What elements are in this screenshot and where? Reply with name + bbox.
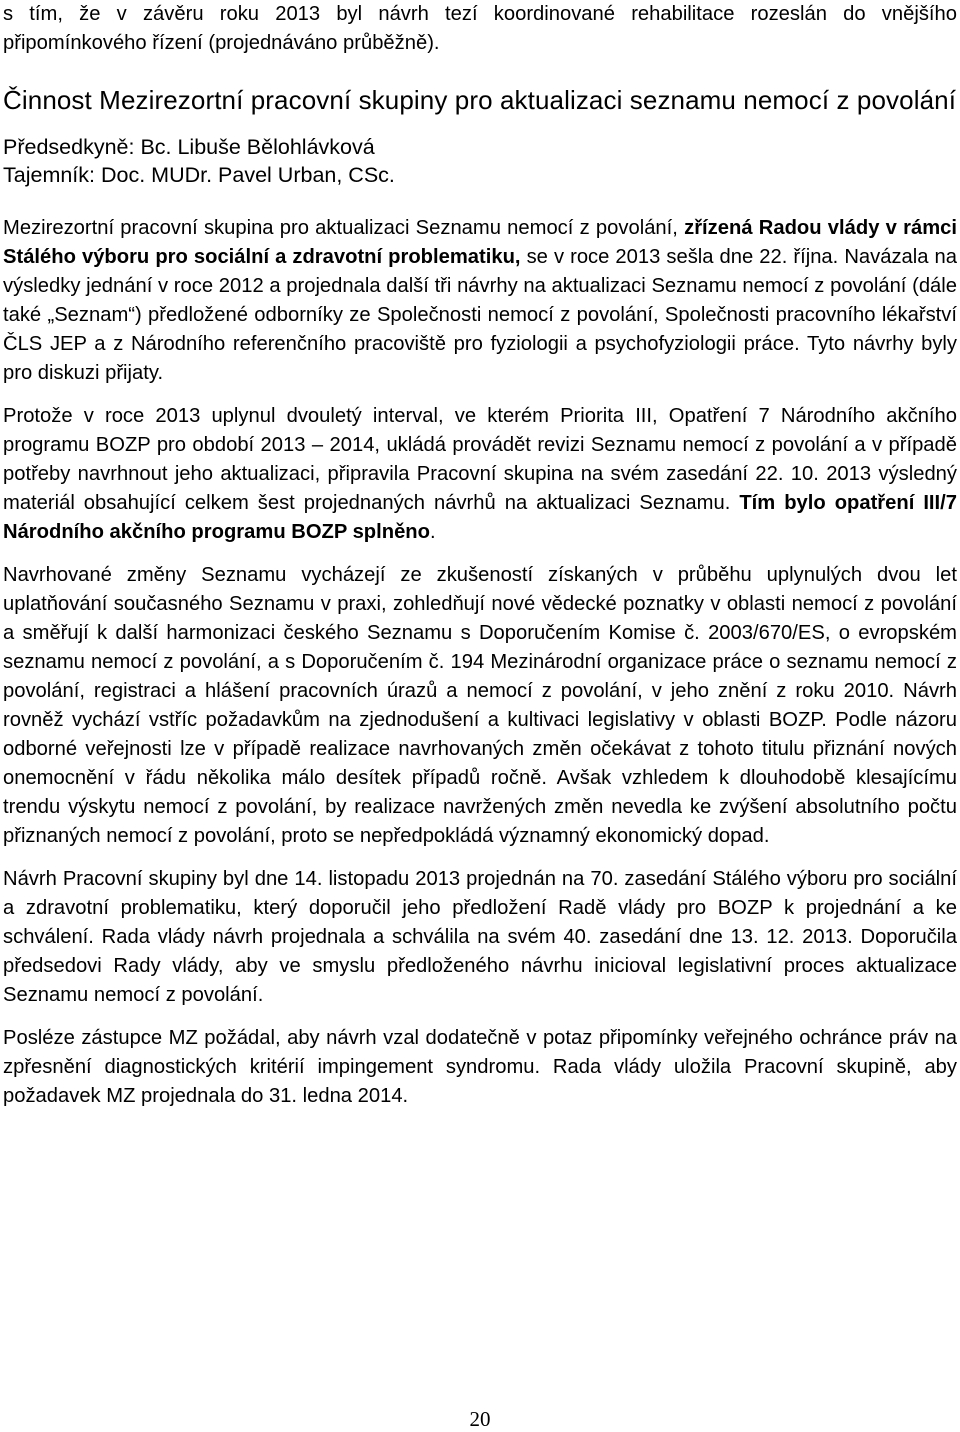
paragraph-1-rest: se v roce 2013 sešla dne 22. října. Navázala na výsledky jednání v roce 2012 a projednala další tři návrhy na aktualizaci Seznamu nemocí z povolání (dále také „Seznam“) předložené odborníky ze Společnosti nemocí z povolání, Společnosti pracovního lékařství ČLS JEP a z Národního referenčního pracoviště pro fyziologii a psychofyziologii práce. Tyto návrhy byly pro diskuzi přijaty. bbox=[3, 246, 957, 384]
secretary-line: Tajemník: Doc. MUDr. Pavel Urban, CSc. bbox=[3, 163, 395, 187]
paragraph-4: Návrh Pracovní skupiny byl dne 14. listopadu 2013 projednán na 70. zasedání Stálého výboru pro sociální a zdravotní problematiku, který doporučil jeho předložení Radě vlády pro BOZP k projednání a ke schválení. Rada vlády návrh projednala a schválila na svém 40. zasedání dne 13. 12. 2013. Doporučila předsedovi Rady vlády, aby ve smyslu předloženého návrhu inicioval legislativní proces aktualizace Seznamu nemocí z povolání. bbox=[3, 868, 957, 1006]
section-heading: Činnost Mezirezortní pracovní skupiny pro aktualizaci seznamu nemocí z povolání bbox=[3, 85, 957, 115]
paragraph-5: Posléze zástupce MZ požádal, aby návrh vzal dodatečně v potaz připomínky veřejného ochránce práv na zpřesnění diagnostických kritérií impingement syndromu. Rada vlády uložila Pracovní skupině, aby požadavek MZ projednala do 31. ledna 2014. bbox=[3, 1027, 957, 1107]
paragraph-3: Navrhované změny Seznamu vycházejí ze zkušeností získaných v průběhu uplynulých dvou let uplatňování současného Seznamu v praxi, zohledňují nové vědecké poznatky v oblasti nemocí z povolání a směřují k další harmonizaci českého Seznamu s Doporučením Komise č. 2003/670/ES, o evropském seznamu nemocí z povolání, a s Doporučením č. 194 Mezinárodní organizace práce o seznamu nemocí z povolání, registraci a hlášení pracovních úrazů a nemocí z povolání, v jeho znění z roku 2010. Návrh rovněž vychází vstříc požadavkům na zjednodušení a kultivaci legislativy v oblasti BOZP. Podle názoru odborné veřejnosti lze v případě realizace navrhovaných změn očekávat z tohoto titulu přiznání nových onemocnění v řádu několika málo desítek případů ročně. Avšak vzhledem k dlouhodobě klesajícímu trendu výskytu nemocí z povolání, by realizace navržených změn nevedla ke zvýšení absolutního počtu přiznaných nemocí z povolání, proto se nepředpokládá významný ekonomický dopad. bbox=[3, 564, 957, 847]
page-content bbox=[3, 0, 957, 1111]
paragraph-1-bold: zřízená Radou vlády v rámci Stálého výboru pro sociální a zdravotní problematiku, bbox=[3, 217, 957, 268]
paragraph-2-bold: Tím bylo opatření III/7 Národního akčního programu BOZP splněno bbox=[3, 492, 957, 543]
chair-line: Předsedkyně: Bc. Libuše Bělohlávková bbox=[3, 135, 375, 159]
paragraph-2-end: . bbox=[429, 521, 436, 543]
page-number: 20 bbox=[469, 1407, 491, 1431]
section-officers bbox=[3, 133, 957, 189]
intro-paragraph: s tím, že v závěru roku 2013 byl návrh tezí koordinované rehabilitace rozeslán do vnějšího připomínkového řízení (projednáváno průběžně). bbox=[3, 3, 957, 54]
paragraph-2 bbox=[3, 402, 957, 547]
paragraph-2-start: Protože v roce 2013 uplynul dvouletý interval, ve kterém Priorita III, Opatření 7 Národního akčního programu BOZP pro období 2013 – 2014, ukládá provádět revizi Seznamu nemocí z povolání a v případě potřeby navrhnout jeho aktualizaci, připravila Pracovní skupina na svém zasedání 22. 10. 2013 výsledný materiál obsahující celkem šest projednaných návrhů na aktualizaci Seznamu. bbox=[3, 405, 957, 514]
paragraph-1-start: Mezirezortní pracovní skupina pro aktualizaci Seznamu nemocí z povolání, bbox=[3, 217, 685, 239]
paragraph-1 bbox=[3, 214, 957, 388]
